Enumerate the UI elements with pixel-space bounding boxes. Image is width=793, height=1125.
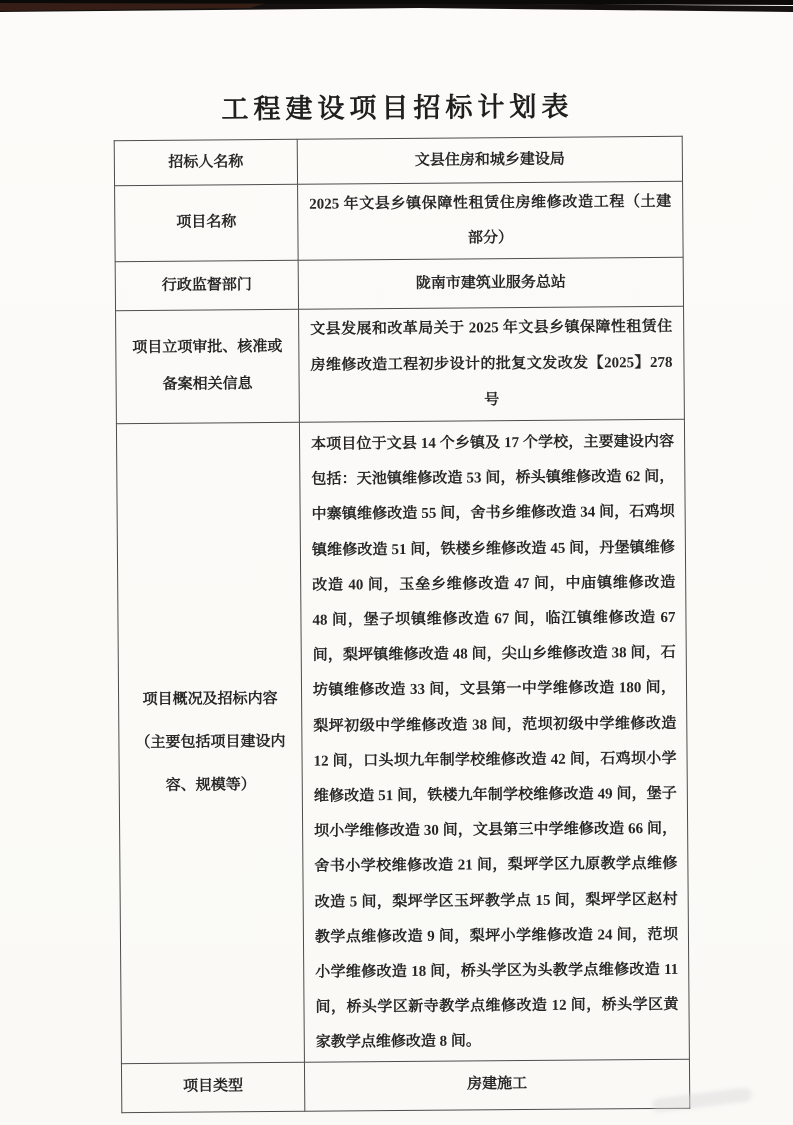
row-value-bidder-name: 文县住房和城乡建设局 <box>297 136 682 184</box>
bidding-plan-table <box>114 136 691 1113</box>
row-value-project-overview: 本项目位于文县 14 个乡镇及 17 个学校，主要建设内容包括：天池镇维修改造 53 间，桥头镇维修改造 62 间，中寨镇维修改造 55 间，舍书乡维修改造 34 间，石鸡坝镇维修改造 51 间，铁楼乡维修改造 45 间，丹堡镇维修改造 40 间，玉垒乡维修改造 47 间，中庙镇维修改造 48 间，堡子坝镇维修改造 67 间，临江镇维修改造 67 间，梨坪镇维修改造 48 间，尖山乡维修改造 38 间，石坊镇维修改造 33 间，文县第一中学维修改造 180 间，梨坪初级中学维修改造 38 间，范坝初级中学维修改造 12 间，口头坝九年制学校维修改造 42 间，石鸡坝小学维修改造 51 间，铁楼九年制学校维修改造 49 间，堡子坝小学维修改造 30 间，文县第三中学维修改造 66 间，舍书小学校维修改造 21 间，梨坪学区九原教学点维修改造 5 间，梨坪学区玉坪教学点 15 间，梨坪学区赵村教学点维修改造 9 间，梨坪小学维修改造 24 间，范坝小学维修改造 18 间，桥头学区为头教学点维修改造 11 间，桥头学区新寺教学点维修改造 12 间，桥头学区黄家教学点维修改造 8 间。 <box>299 419 689 1062</box>
page-title: 工程建设项目招标计划表 <box>221 91 574 125</box>
row-label-project-overview: 项目概况及招标内容（主要包括项目建设内容、规模等） <box>116 422 304 1063</box>
table-row <box>116 419 689 1063</box>
table-row <box>121 1059 689 1112</box>
table-row <box>115 181 684 261</box>
table-row <box>116 306 685 423</box>
row-value-project-type: 房建施工 <box>304 1059 689 1111</box>
table-row <box>114 136 682 185</box>
row-label-project-type: 项目类型 <box>121 1062 304 1112</box>
row-label-project-name: 项目名称 <box>115 184 299 261</box>
row-value-supervision-dept: 陇南市建筑业服务总站 <box>298 257 683 309</box>
row-label-approval-info: 项目立项审批、核准或备案相关信息 <box>116 309 300 423</box>
row-value-approval-info: 文县发展和改革局关于 2025 年文县乡镇保障性租赁住房维修改造工程初步设计的批复文发改发【2025】278 号 <box>299 306 685 422</box>
row-label-bidder-name: 招标人名称 <box>114 139 297 185</box>
row-value-project-name: 2025 年文县乡镇保障性租赁住房维修改造工程（土建部分） <box>298 181 684 260</box>
table-row <box>115 257 683 310</box>
row-label-supervision-dept: 行政监督部门 <box>115 260 298 310</box>
